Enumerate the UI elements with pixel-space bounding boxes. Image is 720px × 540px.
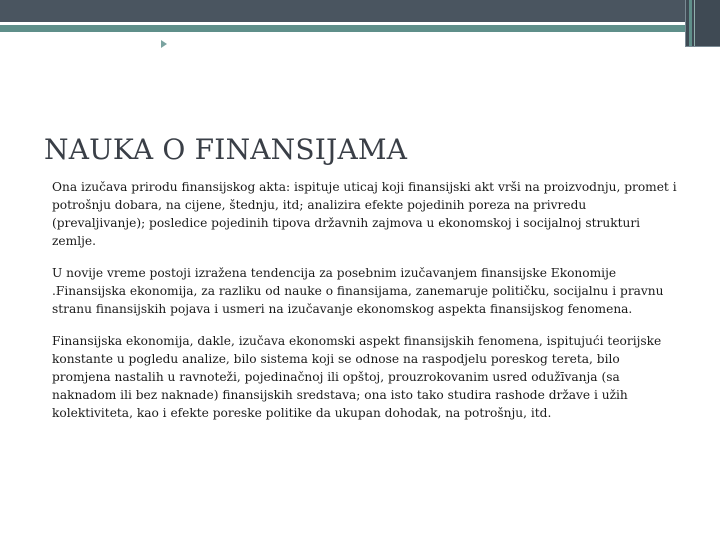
header-teal-band: [0, 25, 720, 32]
corner-tab-decoration: [685, 0, 720, 47]
triangle-marker-icon: [161, 40, 167, 48]
paragraph-1: Ona izučava prirodu finansijskog akta: ispituje uticaj koji finansijski akt vrši na proizvodnju, promet i potrošnju dobara, na cijene, štednju, itd; analizira efekte pojedinih poreza na privredu (prevaljivanje); posledice pojedinih tipova državnih zajmova u ekonomskoj i socijalnoj strukturi zemlje.: [52, 180, 677, 248]
corner-tab-line: [694, 0, 695, 46]
slide-title: NAUKA O FINANSIJAMA: [44, 132, 408, 166]
corner-tab-stripe: [689, 0, 692, 46]
slide-body: [52, 178, 678, 436]
paragraph-2: U novije vreme postoji izražena tendencija za posebnim izučavanjem finansijske Ekonomije .Finansijska ekonomija, za razliku od nauke o finansijama, zanemaruje političku, socijalnu i pravnu stranu finansijskih pojava i usmeri na izučavanje ekonomskog aspekta finansijskog fenomena.: [52, 266, 664, 316]
header-dark-band: [0, 0, 720, 22]
paragraph-3: Finansijska ekonomija, dakle, izučava ekonomski aspekt finansijskih fenomena, ispitujući teorijske konstante u pogledu analize, bilo sistema koji se odnose na raspodjelu poreskog tereta, bilo promjena nastalih u ravnoteži, pojedinačnoj ili opštoj, prouzrokovanim usred odužīvanja (sa naknadom ili bez naknade) finansijskih sredstava; ona isto tako studira rashode države i užih kolektiviteta, kao i efekte poreske politike da ukupan dohodak, na potrošnju, itd.: [52, 334, 662, 420]
slide-header-bar: [0, 0, 720, 40]
